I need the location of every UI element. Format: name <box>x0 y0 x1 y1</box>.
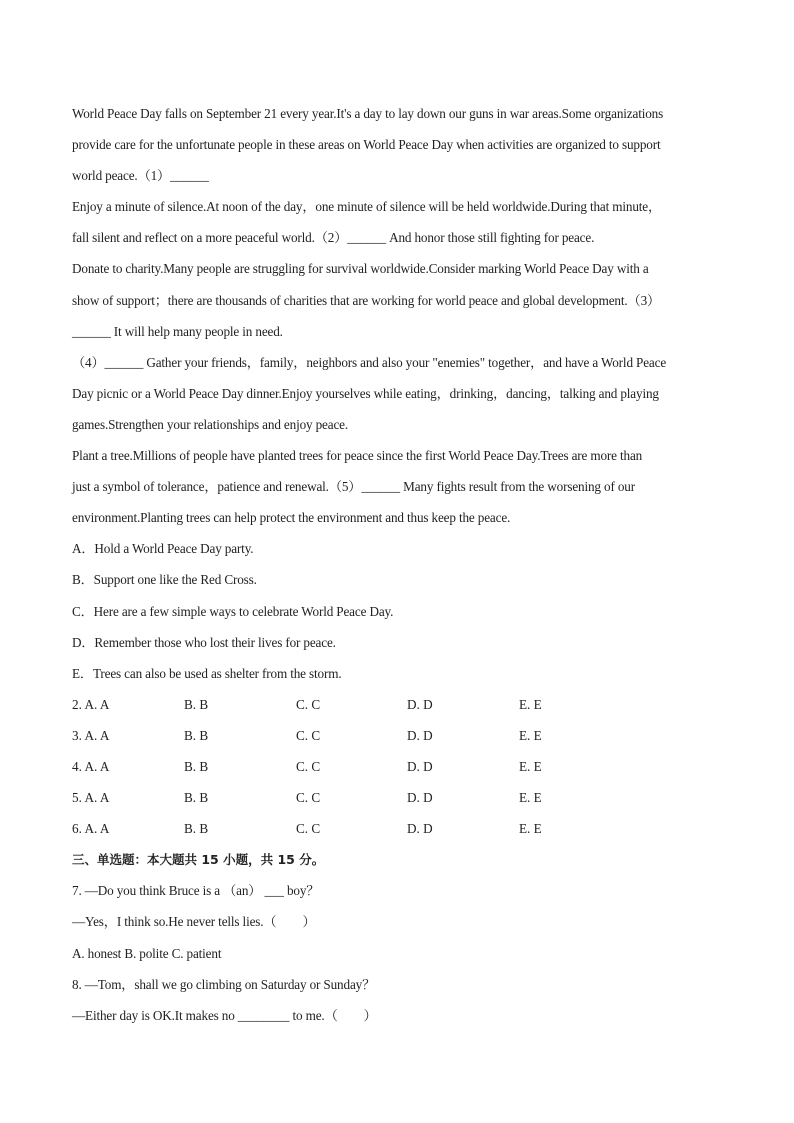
answer-option[interactable]: C. C <box>296 758 321 774</box>
section-heading: 三、单选题：本大题共 15 小题，共 15 分。 <box>72 852 325 868</box>
answer-option[interactable]: C. C <box>296 696 321 712</box>
answer-option[interactable]: 4. A. A <box>72 758 110 774</box>
answer-row <box>72 751 732 782</box>
passage-line: Day picnic or a World Peace Day dinner.Enjoy yourselves while eating，drinking，dancing，talking and playing <box>72 385 659 401</box>
answer-option[interactable]: C. C <box>296 727 321 743</box>
answer-option[interactable]: B. B <box>184 727 209 743</box>
question-options[interactable]: A. honest B. polite C. patient <box>72 945 222 961</box>
passage-line: Plant a tree.Millions of people have planted trees for peace since the first World Peace Day.Trees are more than <box>72 448 643 464</box>
answer-option[interactable]: E. E <box>519 790 542 806</box>
answer-option[interactable]: B. B <box>184 696 209 712</box>
answer-row <box>72 720 732 751</box>
question-7 <box>72 875 732 968</box>
exam-page <box>72 98 732 1031</box>
answer-option[interactable]: D. D <box>407 696 433 712</box>
question-reply: —Yes，I think so.He never tells lies.（ ） <box>72 914 316 930</box>
choice-item: D．Remember those who lost their lives for peace. <box>72 634 336 650</box>
passage-line: provide care for the unfortunate people in these areas on World Peace Day when activities are organized to support <box>72 137 661 153</box>
answer-row <box>72 813 732 844</box>
answer-option[interactable]: D. D <box>407 821 433 837</box>
passage-line: show of support；there are thousands of charities that are working for world peace and global development.（3） <box>72 292 661 308</box>
answer-option[interactable]: E. E <box>519 821 542 837</box>
answer-row <box>72 689 732 720</box>
question-stem: 8. —Tom，shall we go climbing on Saturday or Sunday？ <box>72 976 376 992</box>
answer-option[interactable]: D. D <box>407 727 433 743</box>
answer-option[interactable]: C. C <box>296 790 321 806</box>
passage-line: Donate to charity.Many people are struggling for survival worldwide.Consider marking World Peace Day with a <box>72 261 649 277</box>
passage-line: （4）______ Gather your friends，family，neighbors and also your "enemies" together，and have a World Peace <box>72 354 667 370</box>
answer-grid <box>72 689 732 844</box>
passage-line: just a symbol of tolerance，patience and renewal.（5）______ Many fights result from the worsening of our <box>72 479 635 495</box>
question-8 <box>72 969 732 1031</box>
choice-item: A．Hold a World Peace Day party. <box>72 541 254 557</box>
passage-line: ______ It will help many people in need. <box>72 323 283 339</box>
answer-option[interactable]: D. D <box>407 790 433 806</box>
answer-option[interactable]: B. B <box>184 790 209 806</box>
passage-line: environment.Planting trees can help protect the environment and thus keep the peace. <box>72 510 511 526</box>
question-stem: 7. —Do you think Bruce is a （an） ___ boy？ <box>72 883 320 899</box>
answer-row <box>72 782 732 813</box>
passage-line: Enjoy a minute of silence.At noon of the day，one minute of silence will be held worldwide.During that minute， <box>72 199 662 215</box>
choice-item: C．Here are a few simple ways to celebrate World Peace Day. <box>72 603 394 619</box>
answer-option[interactable]: 3. A. A <box>72 727 110 743</box>
choice-list <box>72 533 732 688</box>
passage-line: fall silent and reflect on a more peaceful world.（2）______ And honor those still fighting for peace. <box>72 230 595 246</box>
answer-option[interactable]: 6. A. A <box>72 821 110 837</box>
reading-passage <box>72 98 732 533</box>
answer-option[interactable]: B. B <box>184 821 209 837</box>
answer-option[interactable]: E. E <box>519 758 542 774</box>
choice-item: E．Trees can also be used as shelter from the storm. <box>72 665 342 681</box>
answer-option[interactable]: E. E <box>519 696 542 712</box>
passage-line: games.Strengthen your relationships and enjoy peace. <box>72 416 349 432</box>
answer-option[interactable]: 2. A. A <box>72 696 110 712</box>
answer-option[interactable]: D. D <box>407 758 433 774</box>
passage-line: world peace.（1）______ <box>72 168 209 184</box>
answer-option[interactable]: C. C <box>296 821 321 837</box>
answer-option[interactable]: 5. A. A <box>72 790 110 806</box>
passage-line: World Peace Day falls on September 21 every year.It's a day to lay down our guns in war areas.Some organizations <box>72 106 664 121</box>
answer-option[interactable]: E. E <box>519 727 542 743</box>
choice-item: B．Support one like the Red Cross. <box>72 572 257 588</box>
question-reply: —Either day is OK.It makes no ________ to me.（ ） <box>72 1007 377 1023</box>
answer-option[interactable]: B. B <box>184 758 209 774</box>
